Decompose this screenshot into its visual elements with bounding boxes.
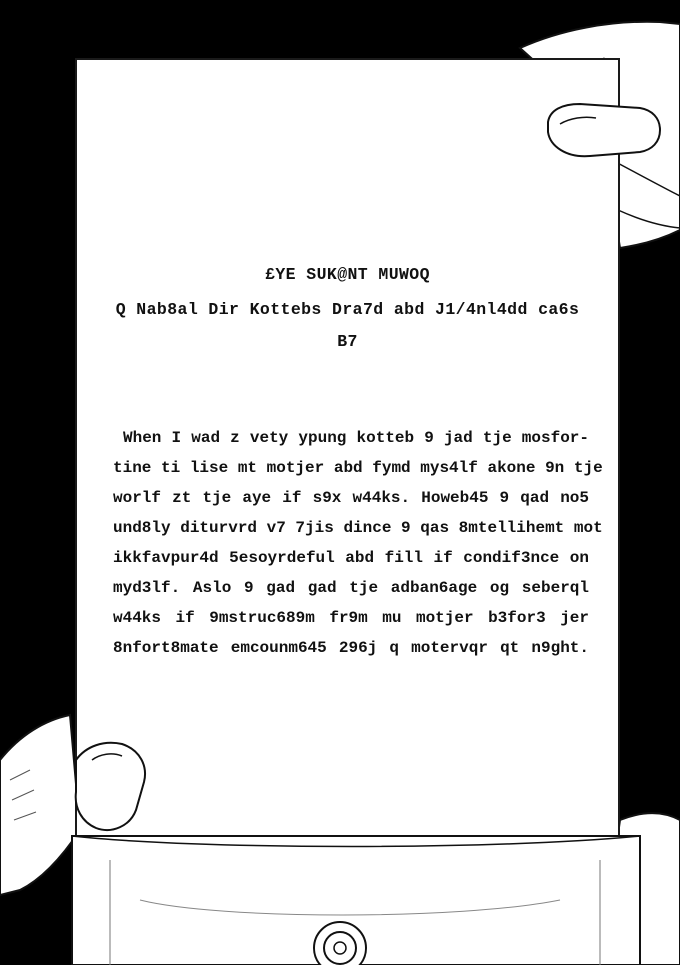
body-line: ikkfavpur4d 5esoyrdeful abd fill if condif3nce on (113, 549, 589, 567)
body-line: myd3lf. Aslo 9 gad gad tje adban6age og seberql (113, 579, 589, 597)
letter-author: B7 (337, 332, 358, 351)
letter-subtitle: Q Nab8al Dir Kottebs Dra7d abd J1/4nl4dd ca6s (115, 300, 580, 319)
body-line: und8ly diturvrd v7 7jis dince 9 qas 8mtellihemt mot (113, 519, 603, 537)
body-line: tine ti lise mt motjer abd fymd mys4lf akone 9n tje (113, 459, 603, 477)
body-line: w44ks if 9mstruc689m fr9m mu motjer b3for3 jer (113, 609, 589, 627)
body-line: 8nfort8mate emcounm645 296j q motervqr qt n9ght. (113, 639, 589, 657)
letter-title: £YE SUK@NT MUWOQ (265, 265, 430, 284)
body-line: When I wad z vety ypung kotteb 9 jad tje mosfor- (123, 429, 589, 447)
body-line: worlf zt tje aye if s9x w44ks. Howeb45 9 qad no5 (113, 489, 589, 507)
